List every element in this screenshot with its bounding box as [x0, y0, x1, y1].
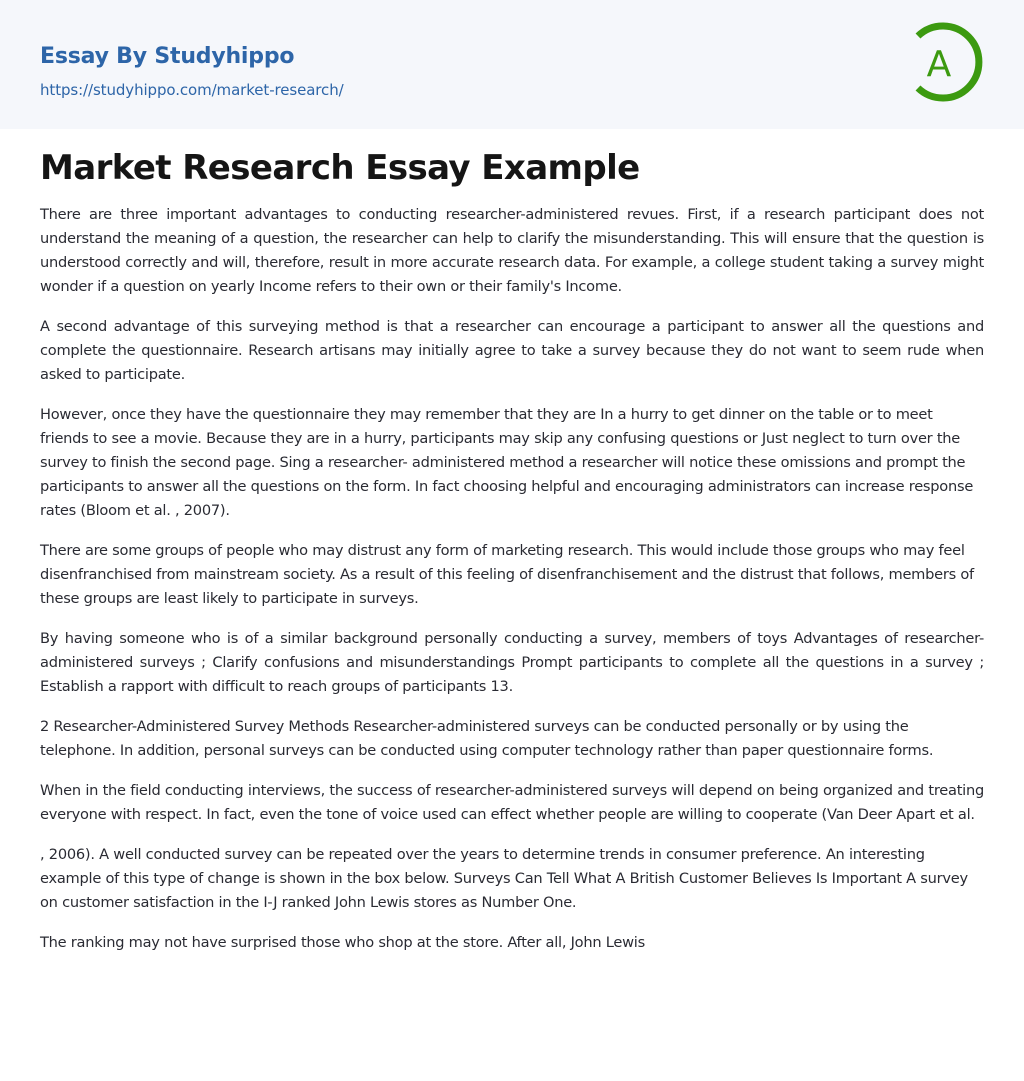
svg-text:A: A [926, 44, 952, 85]
essay-paragraph: The ranking may not have surprised those who shop at the store. After all, John Lewis [40, 934, 645, 951]
site-title[interactable]: Essay By Studyhippo [40, 44, 295, 69]
essay-paragraph: 2 Researcher-Administered Survey Methods Researcher-administered surveys can be conducted personally or by using the telephone. In addition, personal surveys can be conducted using computer technology rather than paper questionnaire forms. [40, 718, 934, 759]
essay-paragraph: When in the field conducting interviews, the success of researcher-administered surveys will depend on being organized and treating everyone with respect. In fact, even the tone of voice used can effect whether people are willing to cooperate (Van Deer Apart et al. [40, 782, 984, 823]
page-title: Market Research Essay Example [40, 148, 640, 188]
essay-paragraph: However, once they have the questionnaire they may remember that they are In a hurry to get dinner on the table or to meet friends to see a movie. Because they are in a hurry, participants may skip any confusing questions or Just neglect to turn over the survey to finish the second page. Sing a researcher- administered method a researcher will notice these omissions and prompt the participants to answer all the questions on the form. In fact choosing helpful and encouraging administrators can increase response rates (Bloom et al. , 2007). [40, 406, 974, 519]
essay-paragraph: There are some groups of people who may distrust any form of marketing research. This would include those groups who may feel disenfranchised from mainstream society. As a result of this feeling of disenfranchisement and the distrust that follows, members of these groups are least likely to participate in surveys. [40, 542, 974, 607]
studyhippo-logo-icon[interactable] [912, 20, 984, 104]
article-main [0, 148, 1024, 1011]
site-header [0, 0, 1024, 129]
essay-paragraph: , 2006). A well conducted survey can be repeated over the years to determine trends in consumer preference. An interesting example of this type of change is shown in the box below. Surveys Can Tell What A British Customer Believes Is Important A survey on customer satisfaction in the I-J ranked John Lewis stores as Number One. [40, 846, 968, 911]
essay-paragraph: By having someone who is of a similar background personally conducting a survey, members of toys Advantages of researcher-administered surveys ; Clarify confusions and misunderstandings Prompt participants to complete all the questions in a survey ; Establish a rapport with difficult to reach groups of participants 13. [40, 630, 984, 695]
source-url-link[interactable]: https://studyhippo.com/market-research/ [40, 81, 344, 99]
essay-paragraph: There are three important advantages to conducting researcher-administered revues. First, if a research participant does not understand the meaning of a question, the researcher can help to clarify the misunderstanding. This will ensure that the question is understood correctly and will, therefore, result in more accurate research data. For example, a college student taking a survey might wonder if a question on yearly Income refers to their own or their family's Income. [40, 206, 984, 295]
essay-body [40, 203, 984, 955]
essay-paragraph: A second advantage of this surveying method is that a researcher can encourage a participant to answer all the questions and complete the questionnaire. Research artisans may initially agree to take a survey because they do not want to seem rude when asked to participate. [40, 318, 984, 383]
